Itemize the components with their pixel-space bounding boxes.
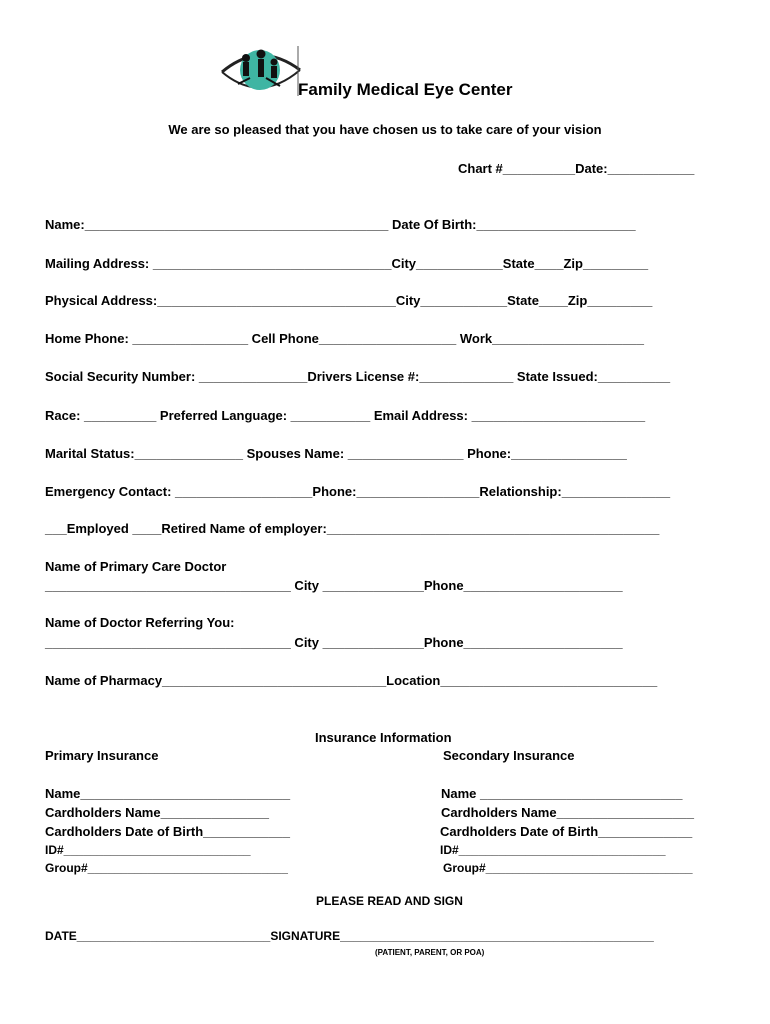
primary-group-field[interactable]: Group#______________________________ <box>45 861 288 875</box>
date-signature-field[interactable]: DATE_____________________________SIGNATURE_______________________________________________ <box>45 929 654 943</box>
chart-date-field[interactable]: Chart #__________Date:____________ <box>458 161 695 176</box>
primary-cardholder-field[interactable]: Cardholders Name_______________ <box>45 805 270 820</box>
primary-insurance-title: Primary Insurance <box>45 748 159 763</box>
secondary-insurance-title: Secondary Insurance <box>443 748 575 763</box>
secondary-name-field[interactable]: Name ____________________________ <box>441 786 683 801</box>
primary-id-field[interactable]: ID#____________________________ <box>45 843 251 857</box>
eye-family-logo <box>216 44 304 100</box>
employment-field[interactable]: ___Employed ____Retired Name of employer:______________________________________________ <box>45 521 660 536</box>
marital-spouse-field[interactable]: Marital Status:_______________ Spouses Name: ________________ Phone:________________ <box>45 446 627 461</box>
name-dob-field[interactable]: Name:__________________________________________ Date Of Birth:______________________ <box>45 217 636 232</box>
secondary-cardholder-field[interactable]: Cardholders Name___________________ <box>441 805 694 820</box>
welcome-text: We are so pleased that you have chosen us to take care of your vision <box>168 122 602 137</box>
emergency-contact-field[interactable]: Emergency Contact: ___________________Phone:_________________Relationship:_______________ <box>45 484 671 499</box>
primary-name-field[interactable]: Name_____________________________ <box>45 786 291 801</box>
physical-address-field[interactable]: Physical Address:_________________________________City____________State____Zip_________ <box>45 293 653 308</box>
sign-heading: PLEASE READ AND SIGN <box>316 894 463 908</box>
primary-doctor-field[interactable]: __________________________________ City ______________Phone______________________ <box>45 578 623 593</box>
clinic-name: Family Medical Eye Center <box>298 80 513 99</box>
primary-doctor-label: Name of Primary Care Doctor <box>45 559 227 574</box>
mailing-address-field[interactable]: Mailing Address: _________________________________City____________State____Zip_________ <box>45 256 649 271</box>
secondary-cardholder-dob-field[interactable]: Cardholders Date of Birth_____________ <box>440 824 693 839</box>
ssn-license-field[interactable]: Social Security Number: _______________Drivers License #:_____________ State Issued:__________ <box>45 369 671 384</box>
signature-note: (PATIENT, PARENT, OR POA) <box>375 948 485 957</box>
phones-field[interactable]: Home Phone: ________________ Cell Phone___________________ Work_____________________ <box>45 331 644 346</box>
secondary-id-field[interactable]: ID#_______________________________ <box>440 843 666 857</box>
primary-cardholder-dob-field[interactable]: Cardholders Date of Birth____________ <box>45 824 290 839</box>
pharmacy-field[interactable]: Name of Pharmacy_______________________________Location______________________________ <box>45 673 658 688</box>
insurance-heading: Insurance Information <box>315 730 452 745</box>
referring-doctor-field[interactable]: __________________________________ City ______________Phone______________________ <box>45 635 623 650</box>
race-language-email-field[interactable]: Race: __________ Preferred Language: ___________ Email Address: ________________________ <box>45 408 646 423</box>
referring-doctor-label: Name of Doctor Referring You: <box>45 615 235 630</box>
secondary-group-field[interactable]: Group#_______________________________ <box>443 861 693 875</box>
